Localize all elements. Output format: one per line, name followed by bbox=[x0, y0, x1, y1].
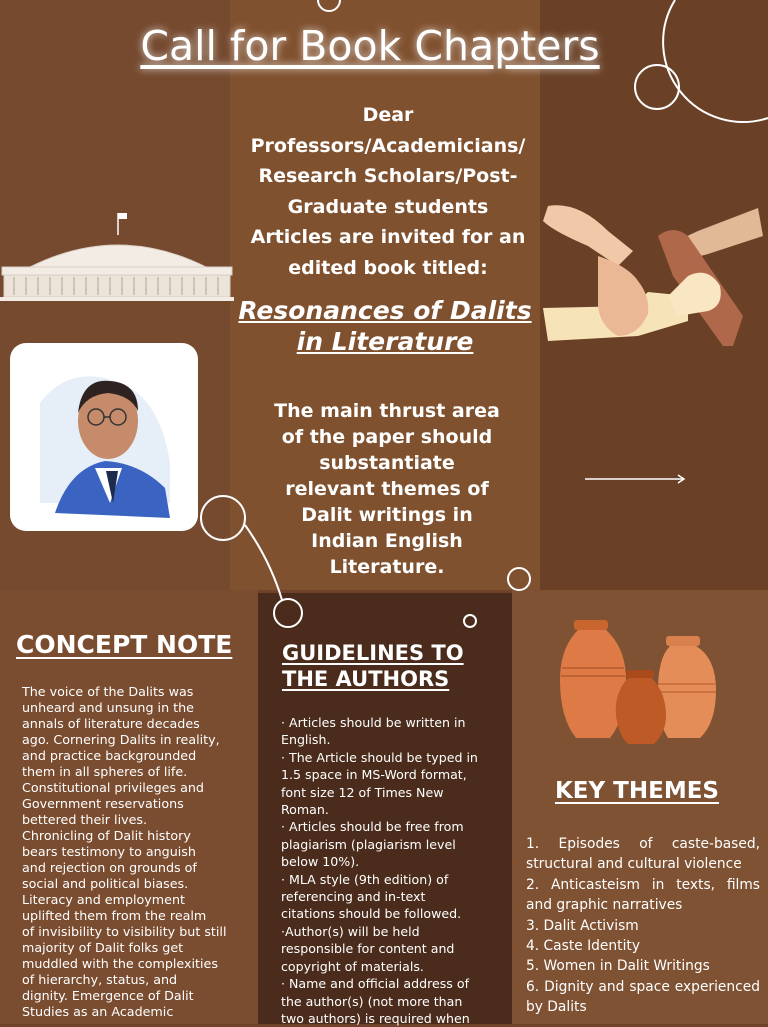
united-hands-icon bbox=[538, 196, 768, 356]
guideline-line: the author(s) (not more than bbox=[281, 993, 463, 1009]
thrust-line: substantiate bbox=[319, 452, 455, 474]
guideline-line: below 10%). bbox=[281, 854, 360, 870]
guideline-line: 1.5 space in MS-Word format, bbox=[281, 767, 467, 783]
arrow-right-icon bbox=[585, 472, 685, 486]
portrait-illustration bbox=[10, 343, 198, 531]
concept-line: muddled with the complexities bbox=[22, 956, 218, 971]
guideline-line: plagiarism (plagiarism level bbox=[281, 836, 456, 852]
book-title-line: Resonances of Dalits bbox=[238, 296, 532, 325]
clay-pots-icon bbox=[556, 618, 726, 748]
guideline-line: ·Author(s) will be held bbox=[281, 923, 420, 939]
concept-line: and rejection on grounds of bbox=[22, 860, 197, 875]
guideline-line: · MLA style (9th edition) of bbox=[281, 871, 449, 887]
book-title bbox=[230, 295, 540, 357]
thrust-area-text bbox=[262, 398, 512, 580]
intro-line: Professors/Academicians/ bbox=[250, 134, 526, 157]
theme-item: 2. Anticasteism in texts, films and graphic narratives bbox=[526, 876, 760, 914]
intro-line: Research Scholars/Post- bbox=[258, 165, 518, 187]
concept-line: of hierarchy, status, and bbox=[22, 972, 178, 987]
concept-line: bettered their lives. bbox=[22, 812, 148, 827]
theme-item: 4. Caste Identity bbox=[526, 938, 640, 955]
concept-line: and practice backgrounded bbox=[22, 748, 197, 763]
theme-item: 5. Women in Dalit Writings bbox=[526, 958, 710, 975]
concept-line: dignity. Emergence of Dalit bbox=[22, 988, 194, 1003]
guideline-line: citations should be followed. bbox=[281, 906, 462, 922]
book-title-line: in Literature bbox=[296, 327, 474, 356]
guidelines-list bbox=[281, 714, 481, 1027]
guidelines-heading-line: GUIDELINES TO bbox=[282, 641, 464, 665]
concept-line: bears testimony to anguish bbox=[22, 844, 196, 859]
concept-note-heading: CONCEPT NOTE bbox=[16, 630, 233, 659]
thrust-line: of the paper should bbox=[281, 426, 493, 448]
concept-line: The voice of the Dalits was bbox=[22, 684, 194, 699]
concept-line: Government reservations bbox=[22, 796, 184, 811]
guideline-line: · The Article should be typed in bbox=[281, 749, 478, 765]
theme-item: 1. Episodes of caste-based, structural and cultural violence bbox=[526, 836, 760, 873]
thrust-line: Dalit writings in bbox=[301, 504, 473, 526]
thrust-line: Indian English bbox=[311, 530, 463, 552]
guideline-line: copyright of materials. bbox=[281, 958, 424, 974]
intro-line: Dear bbox=[362, 104, 414, 126]
concept-line: social and political biases. bbox=[22, 876, 189, 891]
concept-line: unheard and unsung in the bbox=[22, 700, 194, 715]
concept-line: uplifted them from the realm bbox=[22, 908, 207, 923]
guideline-line: two authors) is required when bbox=[281, 1010, 470, 1026]
guideline-line: font size 12 of Times New bbox=[281, 784, 444, 800]
concept-line: Studies as an Academic bbox=[22, 1004, 174, 1019]
guidelines-heading-line: THE AUTHORS bbox=[282, 667, 450, 691]
key-themes-list bbox=[526, 834, 760, 1018]
invitation-text bbox=[238, 100, 538, 283]
concept-line: ago. Cornering Dalits in reality, bbox=[22, 732, 220, 747]
concept-line: Literacy and employment bbox=[22, 892, 185, 907]
concept-line: them in all spheres of life. bbox=[22, 764, 188, 779]
guideline-line: · Articles should be free from bbox=[281, 819, 464, 835]
guideline-line: · Name and official address of bbox=[281, 976, 470, 992]
concept-note-text bbox=[22, 684, 236, 1020]
theme-item: 6. Dignity and space experienced by Dalits bbox=[526, 978, 760, 1016]
concept-line: majority of Dalit folks get bbox=[22, 940, 184, 955]
concept-line: Constitutional privileges and bbox=[22, 780, 204, 795]
concept-line: Chronicling of Dalit history bbox=[22, 828, 191, 843]
guideline-line: English. bbox=[281, 732, 331, 748]
intro-line: Graduate students bbox=[287, 195, 489, 218]
guideline-line: referencing and in-text bbox=[281, 889, 426, 905]
portrait-figure bbox=[10, 343, 198, 531]
guidelines-heading bbox=[282, 640, 464, 692]
concept-line: of invisibility to visibility but still bbox=[22, 924, 227, 939]
guideline-line: · Articles should be written in bbox=[281, 715, 466, 730]
intro-line: edited book titled: bbox=[288, 256, 488, 279]
theme-item: 3. Dalit Activism bbox=[526, 917, 639, 934]
thrust-line: Literature. bbox=[329, 556, 445, 578]
guideline-line: responsible for content and bbox=[281, 941, 455, 957]
intro-line: Articles are invited for an bbox=[250, 226, 526, 248]
concept-line: annals of literature decades bbox=[22, 716, 200, 731]
guideline-line: Roman. bbox=[281, 802, 329, 818]
key-themes-heading: KEY THEMES bbox=[554, 778, 719, 804]
parliament-building-icon bbox=[0, 205, 235, 305]
page-title: Call for Book Chapters bbox=[140, 22, 600, 70]
thrust-line: relevant themes of bbox=[285, 478, 489, 500]
thrust-line: The main thrust area bbox=[274, 400, 500, 422]
